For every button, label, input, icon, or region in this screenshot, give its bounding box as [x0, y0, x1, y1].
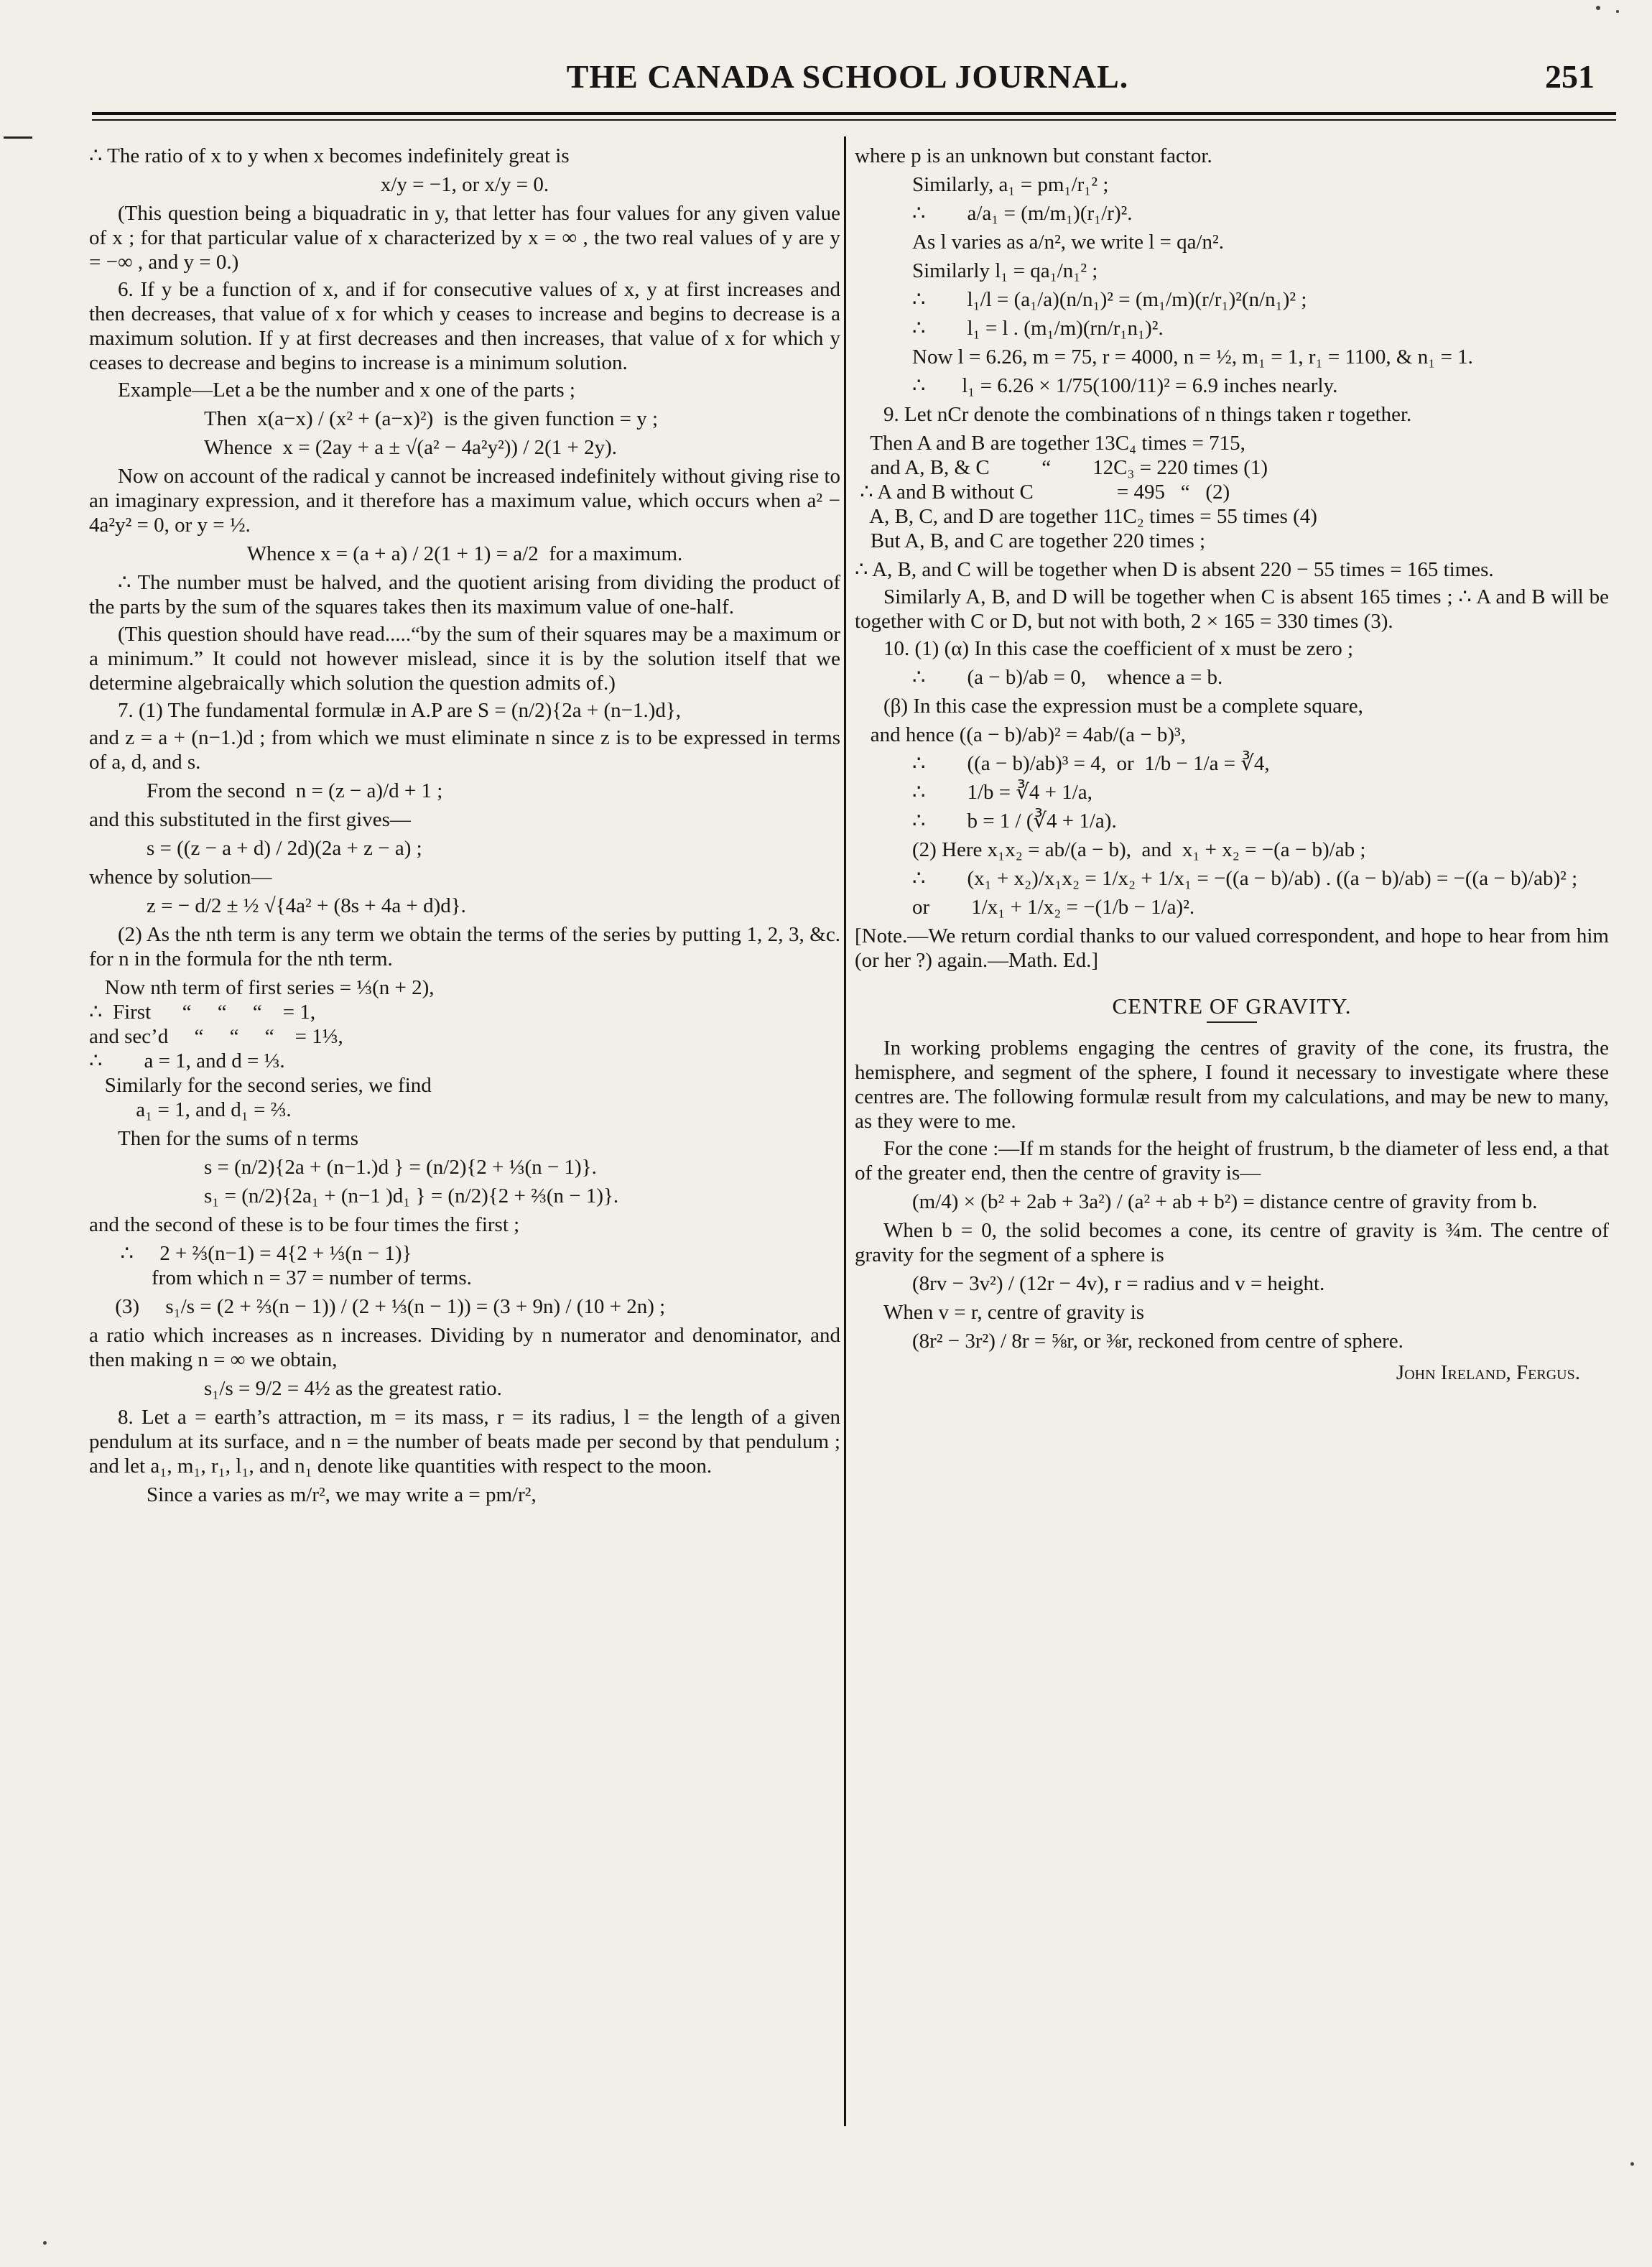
left-equation: Whence x = (2ay + a ± √(a² − 4a²y²)) / 2(1 + 2y).: [204, 436, 618, 459]
right-equation: Similarly l₁ = qa₁/n₁² ;: [912, 259, 1098, 282]
left-paragraph: and z = a + (n−1.)d ; from which we must eliminate n since z is to be expressed in terms of a, d, and s.: [89, 726, 840, 774]
print-speck: [1596, 6, 1600, 10]
right-paragraph: where p is an unknown but constant factor.: [855, 144, 1212, 167]
header-rule-thick: [92, 112, 1616, 115]
column-divider: [844, 136, 846, 2126]
left-equation: Whence x = (a + a) / 2(1 + 1) = a/2 for a maximum.: [246, 542, 683, 565]
right-paragraph: 9. Let nCr denote the combinations of n things taken r together.: [883, 403, 1412, 426]
left-equation: x/y = −1, or x/y = 0.: [380, 173, 549, 196]
left-equation: s₁ = (n/2){2a₁ + (n−1 )d₁ } = (n/2){2 + ⅔(n − 1)}.: [204, 1185, 619, 1207]
left-equation: Now nth term of first series = ⅓(n + 2), ∴ First “ “ “ = 1, and sec’d “ “ “ = 1⅓, ∴ a = 1, and d = ⅓. Similarly for the second series, we find a₁ = 1, and d₁ = ⅔.: [89, 976, 435, 1121]
left-paragraph: Now on account of the radical y cannot be increased indefinitely without giving rise to an imaginary expression, and it therefore has a maximum value, which occurs when a² − 4a²y² = 0, or y = ½.: [89, 465, 840, 537]
right-equation: or 1/x₁ + 1/x₂ = −(1/b − 1/a)².: [912, 896, 1195, 919]
left-equation: ∴ 2 + ⅔(n−1) = 4{2 + ⅓(n − 1)} from which n = 37 = number of terms.: [120, 1242, 472, 1289]
right-paragraph: [Note.—We return cordial thanks to our valued correspondent, and hope to hear from him (or her ?) again.—Math. Ed.]: [855, 924, 1609, 972]
left-paragraph: Example—Let a be the number and x one of the parts ;: [118, 379, 575, 402]
right-equation: Now l = 6.26, m = 75, r = 4000, n = ½, m₁ = 1, r₁ = 1100, & n₁ = 1.: [912, 346, 1473, 368]
left-paragraph: a ratio which increases as n increases. Dividing by n numerator and denominator, and then making n = ∞ we obtain,: [89, 1324, 840, 1371]
left-equation: Then x(a−x) / (x² + (a−x)²) is the given function = y ;: [204, 407, 659, 430]
right-paragraph: 10. (1) (α) In this case the coefficient of x must be zero ;: [883, 637, 1354, 660]
page-number: 251: [1545, 58, 1595, 95]
right-equation: (8rv − 3v²) / (12r − 4v), r = radius and v = height.: [912, 1272, 1325, 1295]
right-paragraph: ∴ A, B, and C will be together when D is absent 220 − 55 times = 165 times.: [855, 558, 1494, 581]
right-paragraph: When b = 0, the solid becomes a cone, its centre of gravity is ¾m. The centre of gravity for the segment of a sphere is: [855, 1219, 1609, 1266]
right-equation: As l varies as a/n², we write l = qa/n².: [912, 231, 1224, 254]
right-equation: ∴ a/a₁ = (m/m₁)(r₁/r)².: [912, 202, 1133, 225]
left-paragraph: 7. (1) The fundamental formulæ in A.P are S = (n/2){2a + (n−1.)d},: [118, 699, 682, 722]
left-paragraph: (This question being a biquadratic in y, that letter has four values for any given value of x ; for that particular value of x characterized by x = ∞ , the two real values of y are y = −∞ , and y = 0.): [89, 202, 840, 274]
right-equation: ∴ (x₁ + x₂)/x₁x₂ = 1/x₂ + 1/x₁ = −((a − b)/ab) . ((a − b)/ab) = −((a − b)/ab)² ;: [912, 867, 1578, 890]
left-paragraph: 8. Let a = earth’s attraction, m = its mass, r = its radius, l = the length of a given pendulum at its surface, and n = the number of beats made per second by that pendulum ; and let a₁, m₁, r₁, l₁, and n₁ denote like quantities with respect to the moon.: [89, 1406, 840, 1478]
left-paragraph: and the second of these is to be four times the first ;: [89, 1213, 520, 1236]
left-equation: z = − d/2 ± ½ √{4a² + (8s + 4a + d)d}.: [147, 894, 466, 917]
left-paragraph: (2) As the nth term is any term we obtain the terms of the series by putting 1, 2, 3, &c. for n in the formula for the nth term.: [89, 923, 840, 970]
left-paragraph: and this substituted in the first gives—: [89, 808, 411, 831]
right-equation: ∴ 1/b = ∛4 + 1/a,: [912, 781, 1092, 804]
right-equation: (m/4) × (b² + 2ab + 3a²) / (a² + ab + b²) = distance centre of gravity from b.: [912, 1190, 1538, 1213]
right-paragraph: Similarly A, B, and D will be together when C is absent 165 times ; ∴ A and B will be together with C or D, but not with both, 2 × 165 = 330 times (3).: [855, 585, 1609, 633]
left-paragraph: ∴ The number must be halved, and the quotient arising from dividing the product of the parts by the sum of the squares takes then its maximum value of one-half.: [89, 571, 840, 618]
left-equation: (3) s₁/s = (2 + ⅔(n − 1)) / (2 + ⅓(n − 1)) = (3 + 9n) / (10 + 2n) ;: [89, 1295, 666, 1318]
header-rule-thin: [92, 119, 1616, 121]
left-equation: s = (n/2){2a + (n−1.)d } = (n/2){2 + ⅓(n − 1)}.: [204, 1156, 597, 1179]
right-column: [855, 144, 1609, 2126]
right-paragraph: When v = r, centre of gravity is: [883, 1301, 1145, 1324]
print-speck: [1630, 2162, 1634, 2166]
right-equation: Then A and B are together 13C₄ times = 715, and A, B, & C “ 12C₃ = 220 times (1) ∴ A and B without C = 495 “ (2) A, B, C, and D are together 11C₂ times = 55 times (4) But A, B, and C are together 220 times ;: [860, 432, 1317, 552]
right-equation: (2) Here x₁x₂ = ab/(a − b), and x₁ + x₂ = −(a − b)/ab ;: [912, 838, 1366, 861]
left-equation: s = ((z − a + d) / 2d)(2a + z − a) ;: [147, 837, 422, 860]
right-paragraph: (β) In this case the expression must be a complete square,: [883, 695, 1363, 718]
left-paragraph: Then for the sums of n terms: [118, 1127, 359, 1150]
left-equation: Since a varies as m/r², we may write a = pm/r²,: [147, 1483, 537, 1506]
right-signature: John Ireland, Fergus.: [1396, 1361, 1580, 1384]
left-column: [89, 144, 840, 2126]
left-paragraph: ∴ The ratio of x to y when x becomes indefinitely great is: [89, 144, 570, 167]
right-equation: (8r² − 3r²) / 8r = ⅝r, or ⅜r, reckoned from centre of sphere.: [912, 1330, 1403, 1353]
journal-title: THE CANADA SCHOOL JOURNAL.: [566, 58, 1129, 95]
right-paragraph: For the cone :—If m stands for the height of frustrum, b the diameter of less end, a that of the greater end, then the centre of gravity is—: [855, 1137, 1609, 1185]
right-equation: ∴ b = 1 / (∛4 + 1/a).: [912, 810, 1117, 833]
right-equation: ∴ l₁/l = (a₁/a)(n/n₁)² = (m₁/m)(r/r₁)²(n/n₁)² ;: [912, 288, 1307, 311]
print-speck: [43, 2241, 47, 2245]
margin-mark: [4, 136, 32, 139]
right-equation: ∴ ((a − b)/ab)³ = 4, or 1/b − 1/a = ∛4,: [912, 752, 1270, 775]
right-equation: Similarly, a₁ = pm₁/r₁² ;: [912, 173, 1109, 196]
page-header: [86, 50, 1609, 108]
right-paragraph: In working problems engaging the centres of gravity of the cone, its frustra, the hemisphere, and segment of the sphere, I found it necessary to investigate where these centres are. The following formulæ result from my calculations, and may be new to many, as they were to me.: [855, 1037, 1609, 1133]
right-equation: ∴ l₁ = 6.26 × 1/75(100/11)² = 6.9 inches nearly.: [912, 374, 1338, 397]
right-heading: CENTRE OF GRAVITY.: [1112, 993, 1352, 1019]
left-equation: s₁/s = 9/2 = 4½ as the greatest ratio.: [204, 1377, 502, 1400]
left-equation: From the second n = (z − a)/d + 1 ;: [147, 779, 443, 802]
heading-rule: [1207, 1021, 1257, 1023]
right-equation: and hence ((a − b)/ab)² = 4ab/(a − b)³,: [855, 723, 1186, 746]
left-paragraph: (This question should have read.....“by the sum of their squares may be a maximum or a minimum.” It could not however mislead, since it is by the solution itself that we determine algebraically which solution the question admits of.): [89, 623, 840, 695]
left-paragraph: 6. If y be a function of x, and if for consecutive values of x, y at first increases and then decreases, that value of x for which y ceases to increase and begins to decrease is a maximum solution. If y at first decreases and then increases, that value of x for which y ceases to decrease and begins to increase is a minimum solution.: [89, 278, 840, 374]
right-equation: ∴ l₁ = l . (m₁/m)(rn/r₁n₁)².: [912, 317, 1164, 340]
right-equation: ∴ (a − b)/ab = 0, whence a = b.: [912, 666, 1223, 689]
print-speck: [1616, 10, 1619, 13]
left-paragraph: whence by solution—: [89, 866, 272, 889]
